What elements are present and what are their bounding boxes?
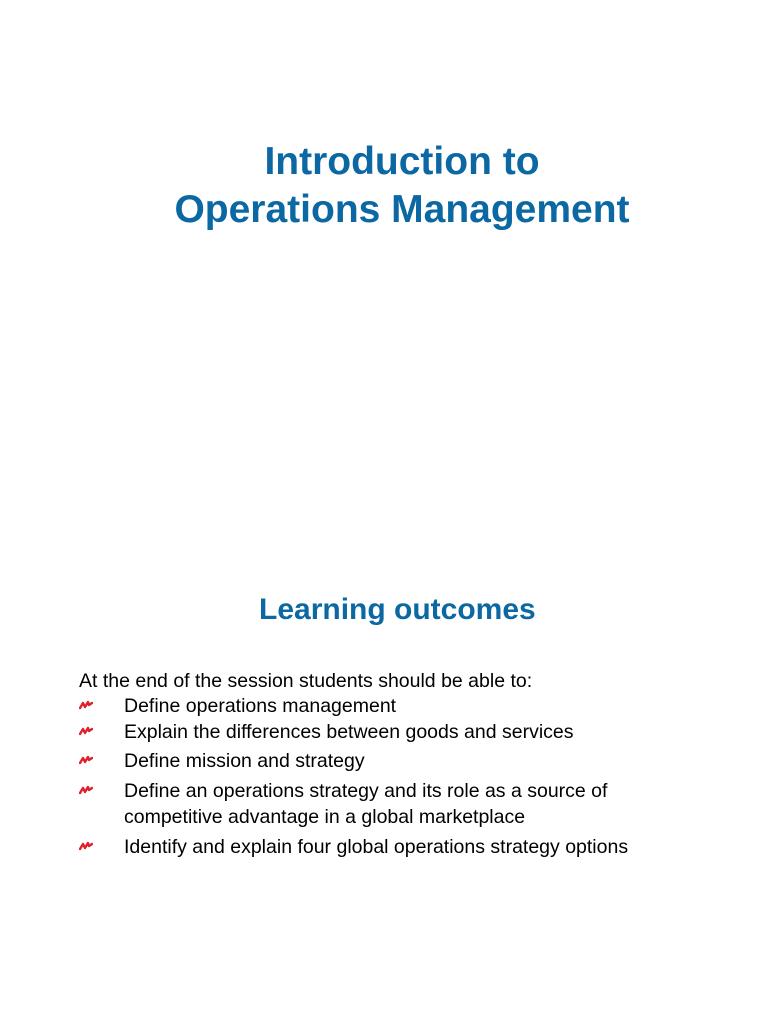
- list-item-text: Explain the differences between goods and services: [124, 721, 574, 743]
- squiggle-bullet-icon: [79, 699, 93, 711]
- intro-text: At the end of the session students should be able to:: [79, 670, 533, 692]
- squiggle-bullet-icon: [79, 840, 93, 852]
- list-item-text: Define an operations strategy and its role as a source of competitive advantage in a global marketplace: [124, 780, 608, 828]
- squiggle-bullet-icon: [79, 725, 93, 737]
- list-item-text: Define operations management: [124, 695, 397, 717]
- page-title: [0, 138, 768, 234]
- squiggle-bullet-icon: [79, 784, 93, 796]
- title-line-2: Operations Management: [174, 188, 630, 231]
- squiggle-bullet-icon: [79, 754, 93, 766]
- title-line-1: Introduction to: [264, 140, 540, 183]
- list-item-text: Identify and explain four global operations strategy options: [124, 836, 629, 858]
- list-item-text: Define mission and strategy: [124, 750, 365, 772]
- section-heading: Learning outcomes: [259, 593, 536, 626]
